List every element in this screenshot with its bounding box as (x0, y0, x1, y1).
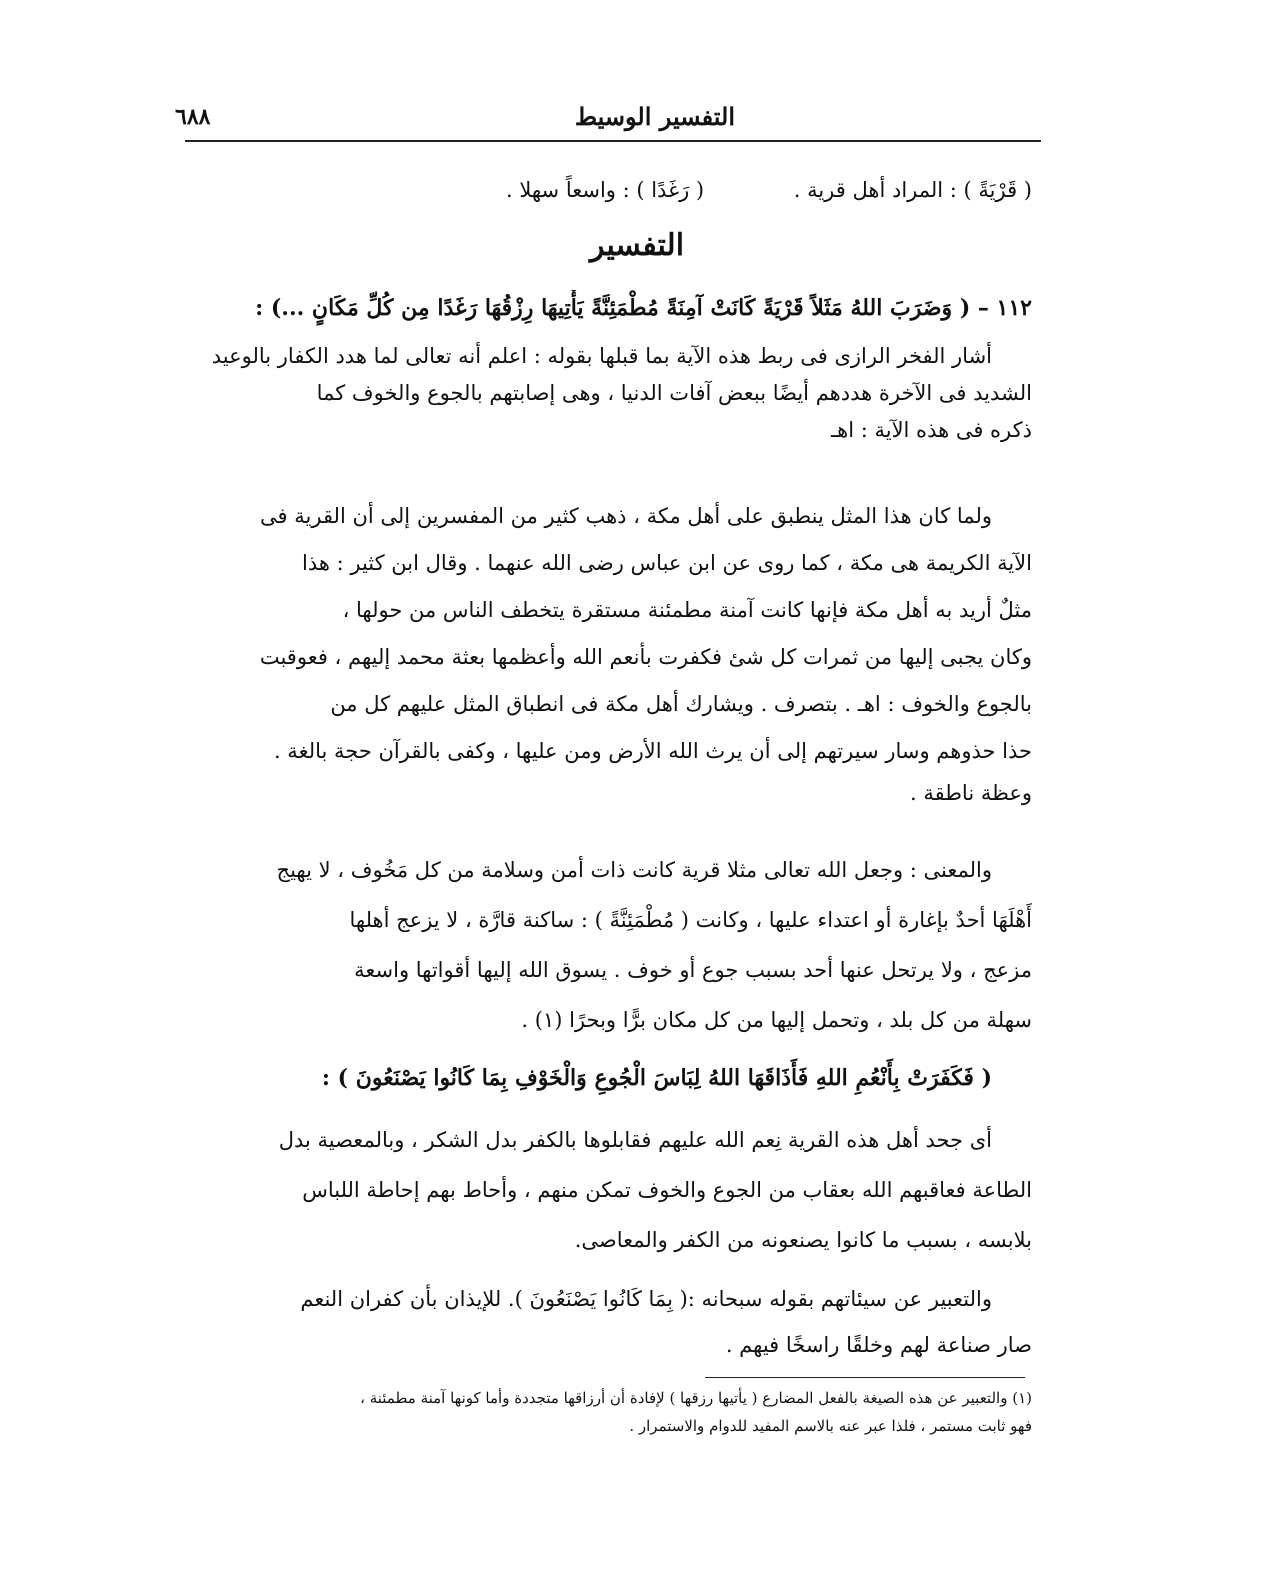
text-line: الآية الكريمة هى مكة ، كما روى عن ابن عباس رضى الله عنهما . وقال ابن كثير : هذا (302, 551, 1032, 575)
paragraph-5 (186, 1276, 1032, 1368)
text-line: بلابسه ، بسبب ما كانوا يصنعونه من الكفر والمعاصى. (574, 1228, 1032, 1252)
text-line: والتعبير عن سيئاتهم بقوله سبحانه :( بِمَا كَانُوا يَصْنَعُونَ ). للإيذان بأن كفران النعم (300, 1287, 992, 1311)
text-line: أَهْلَهَا أحدٌ بإغارة أو اعتداء عليها ، وكانت ( مُطْمَئِنَّةً ) : ساكنة قارَّة ، لا يزعج أهلها (349, 908, 1032, 932)
text-line: بالجوع والخوف : اهـ . بتصرف . ويشارك أهل مكة فى انطباق المثل عليهم كل من (330, 692, 1032, 716)
text-line: الطاعة فعاقبهم الله بعقاب من الجوع والخوف تمكن منهم ، وأحاط بهم إحاطة اللباس (302, 1178, 1032, 1202)
verse-quote (186, 1058, 1032, 1098)
footnote-rule (705, 1377, 1025, 1378)
text-line: مثلٌ أريد به أهل مكة فإنها كانت آمنة مطمئنة مستقرة يتخطف الناس من حولها ، (342, 598, 1032, 622)
vocabulary-glosses (186, 173, 1032, 207)
paragraph-2 (186, 493, 1032, 811)
book-title: التفسير الوسيط (574, 102, 735, 131)
text-line: وعظة ناطقة . (909, 781, 1032, 805)
section-title: التفسير (589, 228, 685, 263)
footnote-line: (١) والتعبير عن هذه الصيغة بالفعل المضارع ( يأتيها رزقها ) لإفادة أن أرزاقها متجددة وأما كونها آمنة مطمئنة ، (360, 1389, 1032, 1407)
text-line: ذكره فى هذه الآية : اهـ (830, 418, 1032, 442)
text-line: حذا حذوهم وسار سيرتهم إلى أن يرث الله الأرض ومن عليها ، وكفى بالقرآن حجة بالغة . (273, 739, 1032, 763)
text-line: صار صناعة لهم وخلقًا راسخًا فيهم . (725, 1333, 1032, 1357)
paragraph-4 (186, 1115, 1032, 1265)
text-line: مزعج ، ولا يرتحل عنها أحد بسبب جوع أو خوف . يسوق الله إليها أقواتها واسعة (354, 958, 1032, 982)
verse-quote-text: ( فَكَفَرَتْ بِأَنْعُمِ اللهِ فَأَذَاقَهَا اللهُ لِبَاسَ الْجُوعِ وَالْخَوْفِ بِمَا كَانُوا يَصْنَعُونَ ) : (321, 1065, 992, 1091)
verse-heading-text: ١١٢ – ( وَضَرَبَ اللهُ مَثَلاً قَرْيَةً كَانَتْ آمِنَةً مُطْمَئِنَّةً يَأْتِيهَا رِزْقُهَا رَغَدًا مِن كُلِّ مَكَانٍ ...) : (255, 295, 1032, 321)
header-rule (185, 140, 1041, 142)
gloss-qarya: ( قَرْيَةً ) : المراد أهل قرية . (793, 178, 1032, 202)
text-line: الشديد فى الآخرة هددهم أيضًا ببعض آفات الدنيا ، وهى إصابتهم بالجوع والخوف كما (316, 381, 1032, 405)
text-line: ولما كان هذا المثل ينطبق على أهل مكة ، ذهب كثير من المفسرين إلى أن القرية فى (260, 504, 992, 528)
text-line: أشار الفخر الرازى فى ربط هذه الآية بما قبلها بقوله : اعلم أنه تعالى لما هدد الكفار بالوعيد (211, 344, 992, 368)
page-header (175, 100, 1045, 140)
text-line: وكان يجبى إليها من ثمرات كل شئ فكفرت بأنعم الله وأعظمها بعثة محمد إليهم ، فعوقبت (259, 645, 1032, 669)
paragraph-3 (186, 845, 1032, 1045)
paragraph-1 (186, 338, 1032, 449)
text-line: والمعنى : وجعل الله تعالى مثلا قرية كانت ذات أمن وسلامة من كل مَخُوف ، لا يهيج (276, 858, 992, 882)
text-line: أى جحد أهل هذه القرية نِعم الله عليهم فقابلوها بالكفر بدل الشكر ، وبالمعصية بدل (278, 1128, 992, 1152)
page-number: ٦٨٨ (175, 104, 211, 130)
footnote (186, 1384, 1032, 1440)
verse-heading (186, 290, 1032, 326)
footnote-line: فهو ثابت مستمر ، فلذا عبر عنه بالاسم المفيد للدوام والاستمرار . (629, 1417, 1032, 1435)
gloss-raghadan: ( رَغَدًا ) : واسعاً سهلا . (506, 178, 705, 202)
text-line: سهلة من كل بلد ، وتحمل إليها من كل مكان برًّا وبحرًا (١) . (521, 1008, 1032, 1032)
